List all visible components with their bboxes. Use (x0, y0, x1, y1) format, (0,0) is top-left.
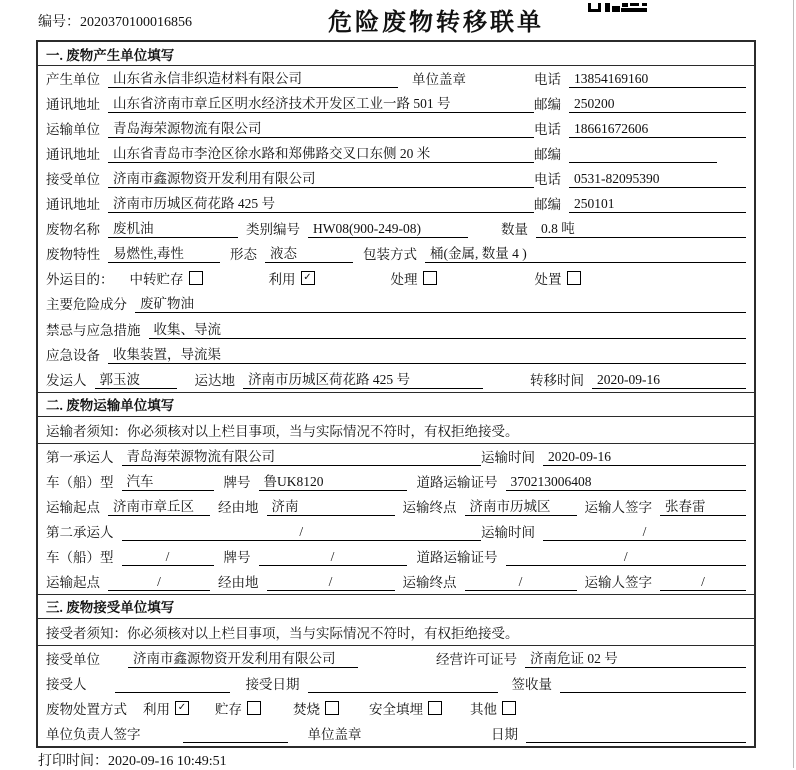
main-component-row (38, 291, 754, 316)
address-label: 通讯地址 (46, 197, 100, 213)
waste-trait-row (38, 241, 754, 266)
transporter-address-row (38, 141, 754, 166)
vehicle2-row (38, 544, 754, 569)
purpose-option-dispose (535, 268, 581, 288)
disposal-option-storage (215, 698, 261, 718)
destination-label: 运达地 (194, 372, 235, 388)
checkbox-checked-icon: ✓ (301, 271, 315, 285)
vehicle1-row (38, 469, 754, 494)
option-label: 利用 (268, 272, 296, 288)
transport-time-label: 运输时间 (481, 524, 535, 540)
transporter-address-value: 山东省青岛市李沧区徐水路和郑佛路交叉口东侧 20 米 (108, 142, 534, 163)
packing-label: 包装方式 (363, 247, 417, 263)
producer-label: 产生单位 (46, 72, 100, 88)
option-label: 贮存 (215, 702, 242, 718)
carrier2-row (38, 519, 754, 544)
option-label: 其他 (470, 702, 497, 718)
category-label: 类别编号 (246, 222, 300, 238)
disposal-method-row (38, 696, 754, 721)
carrier1-label: 第一承运人 (46, 449, 114, 465)
checkbox-icon (423, 271, 437, 285)
taboo-label: 禁忌与应急措施 (46, 322, 141, 338)
receiver-notice-row (38, 619, 754, 646)
page-edge-divider (793, 0, 794, 768)
receiving-date-value (308, 692, 498, 693)
checkbox-icon (567, 271, 581, 285)
serial-label: 编号： (38, 15, 80, 30)
checkbox-icon (247, 701, 261, 715)
zip-label: 邮编 (534, 97, 561, 113)
trait-value: 易燃性,毒性 (108, 242, 220, 263)
receiver-address-row (38, 191, 754, 216)
producer-phone-value: 13854169160 (569, 71, 746, 88)
purpose-option-storage (130, 268, 203, 288)
purpose-row (38, 266, 754, 291)
terminus-label: 运输终点 (402, 574, 457, 590)
transfer-time-value: 2020-09-16 (592, 372, 746, 389)
waste-name-row (38, 216, 754, 241)
terminus-label: 运输终点 (402, 499, 457, 515)
receiving-person-row (38, 671, 754, 696)
taboo-row (38, 316, 754, 341)
unit-seal-label: 单位盖章 (307, 727, 362, 743)
license2-value: / (506, 549, 747, 566)
receiver-row (38, 166, 754, 191)
quantity-value: 0.8 吨 (536, 217, 746, 238)
receiver-address-value: 济南市历城区荷花路 425 号 (108, 192, 534, 213)
checkbox-icon (428, 701, 442, 715)
via-label: 经由地 (218, 574, 259, 590)
checkbox-checked-icon: ✓ (175, 701, 189, 715)
category-value: HW08(900-249-08) (308, 221, 468, 238)
terminus1-value: 济南市历城区 (465, 495, 577, 516)
disposal-option-incinerate (293, 698, 339, 718)
receiving-person-value (115, 692, 230, 693)
receiving-person-label: 接受人 (46, 676, 87, 692)
serial-number: 2020370100016856 (80, 15, 192, 30)
carrier2-value: / (122, 524, 482, 541)
terminus2-value: / (465, 574, 577, 591)
permit-label: 经营许可证号 (436, 651, 517, 667)
purpose-option-treat (391, 268, 437, 288)
carrier1-value: 青岛海荣源物流有限公司 (122, 445, 482, 466)
license1-value: 370213006408 (506, 474, 747, 491)
consignor-label: 发运人 (46, 372, 87, 388)
transporter-phone-value: 18661672606 (569, 121, 746, 138)
origin2-value: / (108, 574, 210, 591)
signature2-value: / (660, 574, 746, 591)
transfer-manifest-form (36, 40, 756, 748)
transporter-value: 青岛海荣源物流有限公司 (108, 117, 534, 138)
phone-label: 电话 (534, 72, 561, 88)
waste-name-value: 废机油 (108, 217, 238, 238)
receiver-label: 接受单位 (46, 172, 100, 188)
transport-time2-value: / (543, 524, 746, 541)
form-value: 液态 (265, 242, 353, 263)
plate-label: 牌号 (223, 474, 251, 490)
component-value: 废矿物油 (135, 292, 746, 313)
equipment-value: 收集装置，导流渠 (108, 343, 746, 364)
producer-zip-value: 250200 (569, 96, 746, 113)
carrier2-label: 第二承运人 (46, 524, 114, 540)
trait-label: 废物特性 (46, 247, 100, 263)
transport-time-label: 运输时间 (481, 449, 535, 465)
carrier1-row (38, 444, 754, 469)
leader-signature-row (38, 721, 754, 746)
zip-label: 邮编 (534, 197, 561, 213)
permit-value: 济南危证 02 号 (525, 647, 746, 668)
road-license-label: 道路运输证号 (416, 474, 498, 490)
receiving-unit-value: 济南市鑫源物资开发利用有限公司 (128, 647, 358, 668)
vehicle-type-label: 车（船）型 (46, 549, 114, 565)
taboo-value: 收集、导流 (149, 318, 747, 339)
phone-label: 电话 (534, 172, 561, 188)
transfer-time-label: 转移时间 (530, 372, 584, 388)
via1-value: 济南 (267, 495, 395, 516)
origin-label: 运输起点 (46, 574, 100, 590)
receiving-unit-label: 接受单位 (46, 651, 100, 667)
option-label: 焚烧 (293, 702, 320, 718)
option-label: 安全填埋 (369, 702, 423, 718)
plate-label: 牌号 (223, 549, 251, 565)
plate1-value: 鲁UK8120 (259, 470, 407, 491)
waste-name-label: 废物名称 (46, 222, 100, 238)
carrier-signature-label: 运输人签字 (584, 574, 652, 590)
disposal-option-utilize (143, 698, 189, 718)
packing-value: 桶(金属, 数量 4 ) (425, 242, 746, 263)
unit-seal-label: 单位盖章 (412, 72, 466, 88)
phone-label: 电话 (534, 122, 561, 138)
consignor-row (38, 367, 754, 392)
page-title: 危险废物转移联单 (328, 10, 544, 36)
section2-header: 二. 废物运输单位填写 (38, 392, 754, 417)
origin-label: 运输起点 (46, 499, 100, 515)
transport-time1-value: 2020-09-16 (543, 449, 746, 466)
quantity-label: 数量 (501, 222, 528, 238)
receiver-value: 济南市鑫源物资开发利用有限公司 (108, 167, 534, 188)
option-label: 处置 (534, 272, 562, 288)
transporter-zip-value (569, 162, 717, 163)
transporter-label: 运输单位 (46, 122, 100, 138)
producer-address-value: 山东省济南市章丘区明水经济技术开发区工业一路 501 号 (108, 92, 534, 113)
via2-value: / (267, 574, 395, 591)
vehicle-type-label: 车（船）型 (46, 474, 114, 490)
origin1-value: 济南市章丘区 (108, 495, 210, 516)
transporter-notice-text: 运输者须知：你必须核对以上栏目事项，当与实际情况不符时，有权拒绝接受。 (46, 423, 519, 439)
equipment-label: 应急设备 (46, 347, 100, 363)
receiver-phone-value: 0531-82095390 (569, 171, 746, 188)
plate2-value: / (259, 549, 407, 566)
sign-date-value (526, 742, 746, 743)
route1-row (38, 494, 754, 519)
section1-header: 一. 废物产生单位填写 (38, 42, 754, 66)
receiving-unit-row (38, 646, 754, 671)
section3-header: 三. 废物接受单位填写 (38, 594, 754, 619)
zip-label: 邮编 (534, 147, 561, 163)
print-time-label: 打印时间： (38, 754, 108, 769)
qr-code-fragment-icon (588, 0, 650, 16)
received-quantity-value (560, 692, 746, 693)
print-time-value: 2020-09-16 10:49:51 (108, 754, 227, 769)
component-label: 主要危险成分 (46, 297, 127, 313)
option-label: 处理 (390, 272, 418, 288)
option-label: 利用 (143, 702, 170, 718)
leader-signature-label: 单位负责人签字 (46, 727, 141, 743)
receiver-notice-text: 接受者须知：你必须核对以上栏目事项，当与实际情况不符时，有权拒绝接受。 (46, 625, 519, 641)
disposal-option-landfill (369, 698, 442, 718)
serial-number-line (38, 11, 192, 31)
route2-row (38, 569, 754, 594)
transporter-notice-row (38, 417, 754, 444)
producer-value: 山东省永信非织造材料有限公司 (108, 67, 398, 88)
disposal-option-other (470, 698, 516, 718)
checkbox-icon (189, 271, 203, 285)
receiving-date-label: 接受日期 (245, 676, 300, 692)
road-license-label: 道路运输证号 (416, 549, 498, 565)
transporter-row (38, 116, 754, 141)
consignor-value: 郭玉波 (95, 368, 177, 389)
option-label: 中转贮存 (129, 272, 184, 288)
receiver-zip-value: 250101 (569, 196, 746, 213)
form-label: 形态 (230, 247, 257, 263)
via-label: 经由地 (218, 499, 259, 515)
carrier-signature-label: 运输人签字 (584, 499, 652, 515)
disposal-method-label: 废物处置方式 (46, 702, 127, 718)
received-quantity-label: 签收量 (511, 676, 552, 692)
producer-address-row (38, 91, 754, 116)
leader-signature-value (183, 742, 288, 743)
purpose-option-utilize (269, 268, 315, 288)
emergency-equipment-row (38, 342, 754, 367)
signature1-value: 张春雷 (660, 495, 746, 516)
vehicle2-value: / (122, 549, 214, 566)
print-time-line (38, 750, 227, 770)
checkbox-icon (325, 701, 339, 715)
purpose-label: 外运目的： (46, 272, 114, 288)
destination-value: 济南市历城区荷花路 425 号 (243, 368, 483, 389)
sign-date-label: 日期 (491, 727, 518, 743)
address-label: 通讯地址 (46, 147, 100, 163)
checkbox-icon (502, 701, 516, 715)
address-label: 通讯地址 (46, 97, 100, 113)
vehicle1-value: 汽车 (122, 470, 214, 491)
producer-row (38, 66, 754, 91)
